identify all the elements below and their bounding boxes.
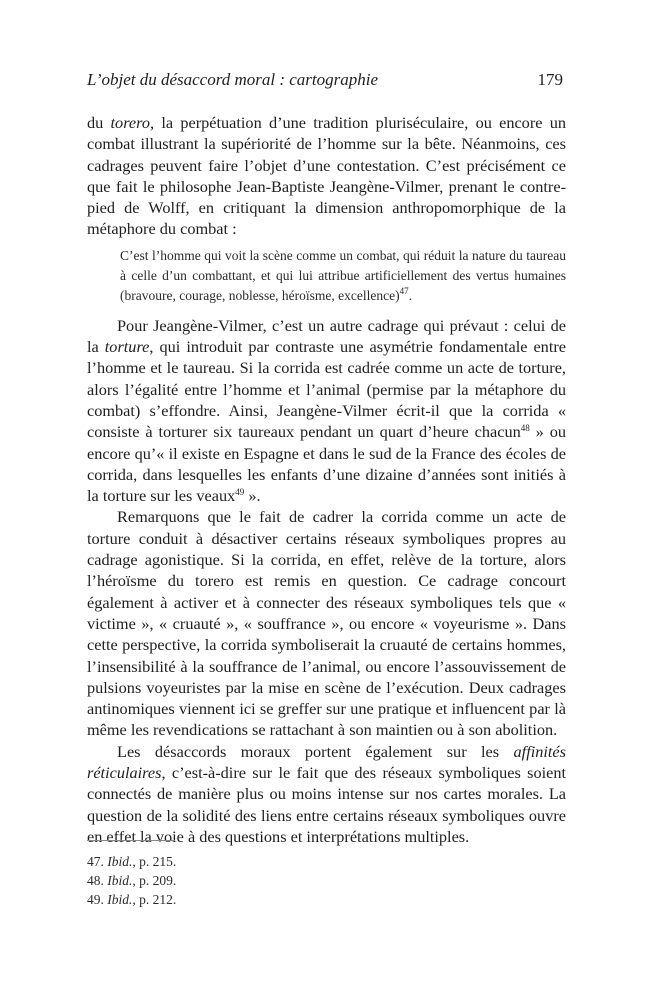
running-header bbox=[87, 70, 563, 90]
footnote-ref-49[interactable]: 49 bbox=[235, 487, 245, 498]
footnotes bbox=[87, 852, 176, 909]
block-quote: C’est l’homme qui voit la scène comme un combat, qui réduit la nature du taureau à celle d’un combattant, et qui lui attribue artificiellement des vertus humaines (bravoure, courage, noblesse, héroïsme, excellence)$^{47}$. bbox=[120, 247, 566, 303]
paragraph-4: Les désaccords moraux portent également sur les affinités réticulaires, c’est-à-dire sur le fait que des réseaux symboliques soient connectés de manière plus ou moins intense sur nos cartes morales. La question de la solidité des liens entre certains réseaux symboliques ouvre en effet la voie à des questions et interprétations multiples. bbox=[87, 741, 566, 846]
paragraph-3: Remarquons que le fait de cadrer la corrida comme un acte de torture conduit à désactiver certains réseaux symboliques propres au cadrage agonistique. Si la corrida, en effet, relève de la torture, alors l’héroïsme du torero est remis en question. Ce cadrage concourt également à activer et à connecter des réseaux symboliques tels que « victime », « cruauté », « souffrance », ou encore « voyeurisme ». Dans cette perspective, la corrida symboliserait la cruauté de certains hommes, l’insensibilité à la souffrance de l’animal, ou encore l’assouvissement de pulsions voyeuristes par la mise en scène de l’exécution. Deux cadrages antinomiques viennent ici se greffer sur une pratique et influencent par là même les revendications se rattachant à son maintien ou à son abolition. bbox=[87, 507, 566, 740]
main-text bbox=[87, 112, 566, 847]
running-title: L’objet du désaccord moral : cartographie bbox=[87, 70, 379, 89]
footnote-divider bbox=[87, 840, 175, 841]
footnote-49: 49. Ibid., p. 212. bbox=[87, 892, 177, 907]
paragraph-1: du torero, la perpétuation d’une tradition pluriséculaire, ou encore un combat illustrant la supériorité de l’homme sur la bête. Néanmoins, ces cadrages peuvent faire l’objet d’une contestation. C’est précisément ce que fait le philosophe Jean-Baptiste Jeangène-Vilmer, prenant le contre-pied de Wolff, en critiquant la dimension anthropomorphique de la métaphore du combat : bbox=[87, 113, 566, 239]
footnote-ref-47[interactable]: 47 bbox=[399, 285, 409, 296]
paragraph-2: Pour Jeangène-Vilmer, c’est un autre cadrage qui prévaut : celui de la torture, qui introduit par contraste une asymétrie fondamentale entre l’homme et le taureau. Si la corrida est cadrée comme un acte de torture, alors l’égalité entre l’homme et l’animal (permise par la métaphore du combat) s’effondre. Ainsi, Jeangène-Vilmer écrit-il que la corrida « consiste à torturer six taureaux pendant un quart d’heure chacun$^{48}$ » ou encore qu’« il existe en Espagne et dans le sud de la France des écoles de corrida, dans lesquelles les enfants d’une dizaine d’années sont initiés à la torture sur les veaux$^{49}$ ». bbox=[87, 315, 566, 506]
page-number: 179 bbox=[537, 70, 563, 89]
footnote-47: 47. Ibid., p. 215. bbox=[87, 854, 177, 869]
footnote-48: 48. Ibid., p. 209. bbox=[87, 873, 177, 888]
footnote-ref-48[interactable]: 48 bbox=[520, 423, 530, 434]
